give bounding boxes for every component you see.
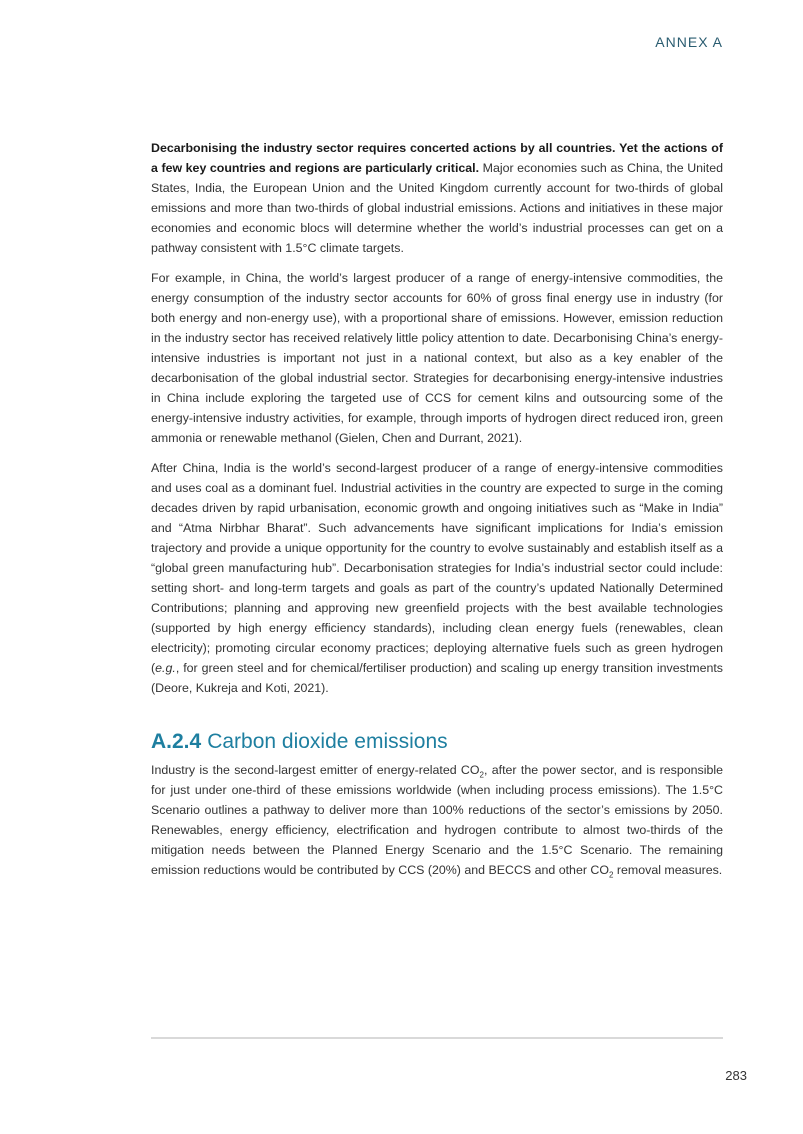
subscript-2: 2: [479, 770, 484, 780]
running-header: ANNEX A: [655, 34, 723, 50]
paragraph-text: , for green steel and for chemical/fertiliser production) and scaling up energy transition investments (Deore, Kukreja and Koti, 2021).: [151, 661, 723, 695]
page-number: 283: [725, 1068, 747, 1083]
page-body: [151, 138, 723, 890]
footer-divider: [151, 1037, 723, 1039]
paragraph-lead-bold: Decarbonising the industry sector requires concerted actions by all countries. Yet the actions of a few key countries and regions are particularly critical.: [151, 141, 723, 175]
subscript-2: 2: [609, 870, 614, 880]
paragraph-italic-eg: e.g.: [155, 661, 176, 675]
paragraph-text: removal measures.: [613, 863, 723, 877]
paragraph-india: [151, 458, 723, 698]
paragraph-text: Major economies such as China, the United States, India, the European Union and the United Kingdom currently account for two-thirds of global emissions and more than two-thirds of global industrial emissions. Actions and initiatives in these major economies and economic blocs will determine whether the world’s industrial processes can get on a pathway consistent with 1.5°C climate targets.: [151, 161, 724, 255]
section-title: Carbon dioxide emissions: [207, 730, 448, 753]
paragraph-decarbonising-industry: [151, 138, 723, 258]
paragraph-text: , after the power sector, and is responsible for just under one-third of these emissions worldwide (when including process emissions). The 1.5°C Scenario outlines a pathway to deliver more than 100% reductions of the sector’s emissions by 2050. Renewables, energy efficiency, electrification and hydrogen contribute to almost two-thirds of the mitigation needs between the Planned Energy Scenario and the 1.5°C Scenario. The remaining emission reductions would be contributed by CCS (20%) and BECCS and other CO: [151, 763, 723, 877]
paragraph-text: Industry is the second-largest emitter of energy-related CO: [151, 763, 480, 777]
paragraph-china: For example, in China, the world’s largest producer of a range of energy-intensive commodities, the energy consumption of the industry sector accounts for 60% of gross final energy use in industry (for both energy and non-energy use), with a proportional share of emissions. However, emission reduction in the industry sector has received relatively little policy attention to date. Decarbonising China’s energy-intensive industries is important not just in a national context, but also as a key enabler of the decarbonisation of the global industrial sector. Strategies for decarbonising energy-intensive industries in China include exploring the targeted use of CCS for cement kilns and outsourcing some of the energy-intensive industry activities, for example, through imports of hydrogen direct reduced iron, green ammonia or renewable methanol (Gielen, Chen and Durrant, 2021).: [151, 271, 723, 445]
section-number: A.2.4: [151, 730, 202, 753]
paragraph-text: After China, India is the world’s second-largest producer of a range of energy-intensive commodities and uses coal as a dominant fuel. Industrial activities in the country are expected to surge in the coming decades driven by rapid urbanisation, economic growth and ongoing initiatives such as “Make in India” and “Atma Nirbhar Bharat”. Such advancements have significant implications for India’s emission trajectory and provide a unique opportunity for the country to evolve sustainably and establish itself as a “global green manufacturing hub”. Decarbonisation strategies for India’s industrial sector could include: setting short- and long-term targets and goals as part of the country’s updated Nationally Determined Contributions; planning and approving new greenfield projects with the best available technologies (supported by high energy efficiency standards), including clean energy fuels (renewables, clean electricity); promoting circular economy practices; deploying alternative fuels such as green hydrogen (: [151, 461, 723, 675]
section-heading: [151, 728, 723, 756]
paragraph-co2-emissions: [151, 760, 723, 880]
